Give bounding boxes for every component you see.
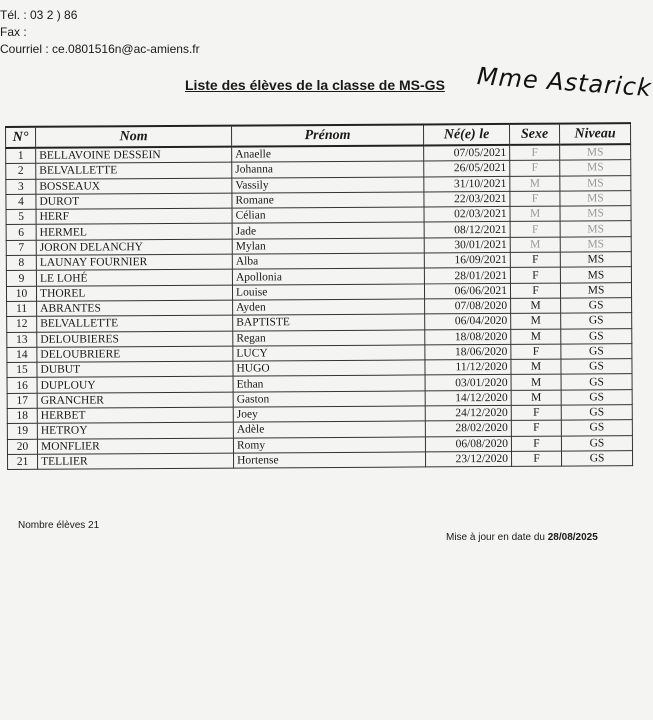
row-nom: DUPLOUY <box>37 377 233 393</box>
row-prenom: Romy <box>233 437 425 453</box>
row-number: 21 <box>8 454 38 469</box>
row-prenom: Regan <box>233 330 425 346</box>
row-prenom: HUGO <box>233 360 425 376</box>
row-sexe: M <box>511 298 561 314</box>
row-prenom: Vassily <box>232 177 424 193</box>
row-prenom: Jade <box>232 222 424 238</box>
update-label: Mise à jour en date du <box>446 532 545 543</box>
row-sexe: F <box>511 451 561 467</box>
table-body <box>6 144 633 470</box>
row-nom: HERBET <box>37 407 233 423</box>
row-birthdate: 23/12/2020 <box>425 451 511 467</box>
col-header-sexe: Sexe <box>509 124 559 145</box>
row-prenom: Louise <box>232 284 424 300</box>
row-birthdate: 02/03/2021 <box>424 207 510 223</box>
row-number: 6 <box>6 225 36 240</box>
update-date-value: 28/08/2025 <box>547 532 598 543</box>
row-niveau: GS <box>561 389 632 405</box>
row-niveau: GS <box>561 298 632 314</box>
row-sexe: F <box>510 252 560 268</box>
page-title: Liste des élèves de la classe de MS-GS <box>185 77 445 93</box>
row-number: 14 <box>7 347 37 362</box>
row-birthdate: 28/01/2021 <box>424 268 510 284</box>
row-prenom: Apollonia <box>232 268 424 284</box>
row-niveau: GS <box>561 359 632 375</box>
row-sexe: F <box>511 436 561 452</box>
row-sexe: F <box>510 222 560 238</box>
row-prenom: Ethan <box>233 375 425 391</box>
row-prenom: Romane <box>232 192 424 208</box>
row-birthdate: 22/03/2021 <box>424 191 510 207</box>
row-niveau: MS <box>560 282 631 298</box>
row-number: 1 <box>6 148 36 164</box>
row-sexe: M <box>511 359 561 375</box>
col-header-nom: Nom <box>36 126 232 148</box>
row-number: 17 <box>7 393 37 408</box>
row-number: 8 <box>6 255 36 270</box>
row-niveau: MS <box>560 160 631 176</box>
row-nom: THOREL <box>36 285 232 301</box>
row-birthdate: 06/04/2020 <box>425 314 511 330</box>
row-number: 7 <box>6 240 36 255</box>
row-niveau: GS <box>561 374 632 390</box>
row-birthdate: 03/01/2020 <box>425 375 511 391</box>
col-header-prenom: Prénom <box>232 124 424 146</box>
row-sexe: F <box>510 267 560 283</box>
row-sexe: F <box>511 344 561 360</box>
row-birthdate: 18/08/2020 <box>425 329 511 345</box>
row-niveau: GS <box>561 451 632 467</box>
row-birthdate: 07/08/2020 <box>425 298 511 314</box>
row-prenom: BAPTISTE <box>233 314 425 330</box>
row-nom: HERF <box>36 208 232 224</box>
row-number: 9 <box>6 271 36 286</box>
row-birthdate: 16/09/2021 <box>424 252 510 268</box>
header-tel: Tél. : 03 2 ) 86 <box>0 8 78 22</box>
header-courriel: Courriel : ce.0801516n@ac-amiens.fr <box>0 42 200 56</box>
row-nom: MONFLIER <box>37 438 233 454</box>
row-sexe: F <box>510 160 560 176</box>
table-row <box>8 451 633 470</box>
col-header-date: Né(e) le <box>423 124 509 146</box>
row-number: 19 <box>7 424 37 439</box>
row-prenom: Adèle <box>233 421 425 437</box>
row-sexe: F <box>510 283 560 299</box>
row-niveau: GS <box>561 344 632 360</box>
row-prenom: Mylan <box>232 238 424 254</box>
row-niveau: GS <box>561 328 632 344</box>
row-niveau: MS <box>560 267 631 283</box>
row-birthdate: 07/05/2021 <box>424 145 510 161</box>
row-number: 2 <box>6 164 36 179</box>
row-nom: DUROT <box>36 193 232 209</box>
row-number: 20 <box>7 439 37 454</box>
row-nom: JORON DELANCHY <box>36 239 232 255</box>
row-niveau: GS <box>561 313 632 329</box>
row-nom: BELLAVOINE DESSEIN <box>36 147 232 164</box>
row-birthdate: 24/12/2020 <box>425 405 511 421</box>
row-niveau: GS <box>561 420 632 436</box>
row-sexe: F <box>510 145 560 161</box>
row-nom: BELVALLETTE <box>36 162 232 178</box>
row-birthdate: 18/06/2020 <box>425 344 511 360</box>
row-nom: DELOUBRIERE <box>37 346 233 362</box>
row-birthdate: 14/12/2020 <box>425 390 511 406</box>
row-number: 15 <box>7 362 37 377</box>
student-count: Nombre élèves 21 <box>18 520 100 531</box>
row-number: 18 <box>7 408 37 423</box>
row-sexe: M <box>510 237 560 253</box>
row-birthdate: 06/08/2020 <box>425 436 511 452</box>
row-prenom: Anaelle <box>232 145 424 162</box>
row-number: 3 <box>6 179 36 194</box>
row-birthdate: 31/10/2021 <box>424 176 510 192</box>
row-niveau: GS <box>561 405 632 421</box>
row-nom: LAUNAY FOURNIER <box>36 254 232 270</box>
row-nom: HERMEL <box>36 224 232 240</box>
row-niveau: MS <box>560 221 631 237</box>
row-niveau: MS <box>560 175 631 191</box>
col-header-num: N° <box>6 127 36 148</box>
row-sexe: M <box>511 390 561 406</box>
row-prenom: Hortense <box>234 452 426 468</box>
row-birthdate: 11/12/2020 <box>425 360 511 376</box>
row-niveau: MS <box>560 144 631 160</box>
row-number: 12 <box>7 317 37 332</box>
row-nom: BOSSEAUX <box>36 178 232 194</box>
row-prenom: Alba <box>232 253 424 269</box>
row-number: 4 <box>6 194 36 209</box>
row-number: 13 <box>7 332 37 347</box>
row-sexe: F <box>511 420 561 436</box>
row-niveau: MS <box>560 236 631 252</box>
row-prenom: LUCY <box>233 345 425 361</box>
row-number: 5 <box>6 209 36 224</box>
row-number: 16 <box>7 378 37 393</box>
row-nom: LE LOHÉ <box>36 269 232 285</box>
row-nom: GRANCHER <box>37 392 233 408</box>
row-sexe: F <box>510 191 560 207</box>
row-birthdate: 06/06/2021 <box>424 283 510 299</box>
row-nom: BELVALLETTE <box>37 315 233 331</box>
row-sexe: M <box>511 313 561 329</box>
row-prenom: Gaston <box>233 391 425 407</box>
header-fax: Fax : <box>0 25 27 39</box>
row-birthdate: 26/05/2021 <box>424 161 510 177</box>
row-sexe: M <box>511 329 561 345</box>
row-number: 10 <box>6 286 36 301</box>
row-prenom: Joey <box>233 406 425 422</box>
row-nom: HETROY <box>37 422 233 438</box>
row-prenom: Ayden <box>233 299 425 315</box>
row-nom: ABRANTES <box>37 300 233 316</box>
update-date <box>446 532 598 543</box>
row-number: 11 <box>7 301 37 316</box>
students-table <box>5 122 633 470</box>
row-birthdate: 08/12/2021 <box>424 222 510 238</box>
row-niveau: GS <box>561 435 632 451</box>
row-nom: DUBUT <box>37 361 233 377</box>
row-sexe: M <box>511 375 561 391</box>
row-prenom: Célian <box>232 207 424 223</box>
row-sexe: M <box>510 206 560 222</box>
row-birthdate: 30/01/2021 <box>424 237 510 253</box>
handwritten-note: Mme Astarick <box>476 62 653 103</box>
row-nom: DELOUBIERES <box>37 331 233 347</box>
row-prenom: Johanna <box>232 161 424 177</box>
row-niveau: MS <box>560 206 631 222</box>
col-header-niveau: Niveau <box>559 123 630 144</box>
row-sexe: M <box>510 176 560 192</box>
row-niveau: MS <box>560 252 631 268</box>
row-sexe: F <box>511 405 561 421</box>
row-birthdate: 28/02/2020 <box>425 421 511 437</box>
row-niveau: MS <box>560 191 631 207</box>
row-nom: TELLIER <box>38 453 234 469</box>
